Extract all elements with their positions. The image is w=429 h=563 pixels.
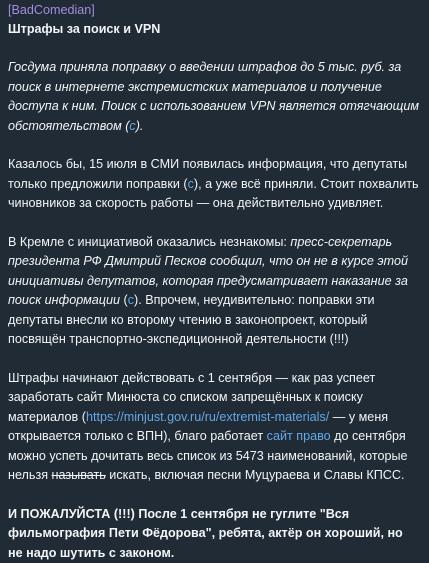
- paragraph-2: [8, 155, 419, 214]
- lead-tail: ).: [136, 119, 144, 133]
- paragraph-5: И ПОЖАЛУЙСТА (!!!) После 1 сентября не гуглите "Вся фильмография Пети Фёдорова", ребята, актёр он хороший, но не надо шутить с законом.: [8, 505, 419, 563]
- p3-text-b: (: [120, 293, 128, 307]
- source-link-2[interactable]: с: [188, 177, 194, 191]
- pravo-site-link[interactable]: сайт право: [267, 429, 331, 443]
- post-title: Штрафы за поиск и VPN: [8, 20, 419, 39]
- channel-name[interactable]: [BadComedian]: [8, 1, 419, 20]
- source-link-1[interactable]: с: [129, 119, 135, 133]
- p4-text-b: — у меня открывается только с ВПН), благо работает: [8, 410, 388, 444]
- p3-quote: пресс-секретарь президента РФ Дмитрий Песков сообщил, что он не в курсе этой инициативы депутатов, которая предусматривает наказание за поиск информации: [8, 235, 408, 308]
- source-link-3[interactable]: с: [128, 293, 134, 307]
- p4-text-d: искать, включая песни Муцураева и Славы КПСС.: [106, 468, 405, 482]
- p2-text-b: ), а уже всё приняли. Стоит похвалить чиновников за скорость работы — она действительно удивляет.: [8, 177, 419, 211]
- struck-word: называть: [52, 468, 106, 482]
- p3-text-c: ). Впрочем, неудивительно: поправки эти депутаты внесли ко второму чтению в законопроект, который посвящён транспортно-экспедиционной деятельности (!!!): [8, 293, 375, 346]
- paragraph-4: [8, 369, 419, 486]
- lead-paragraph: [8, 58, 419, 136]
- p3-text-a: В Кремле с инициативой оказались незнакомы:: [8, 235, 290, 249]
- minjust-url-link[interactable]: https://minjust.gov.ru/ru/extremist-materials/: [86, 410, 329, 424]
- p4-text-a: Штрафы начинают действовать с 1 сентября — как раз успеет заработать сайт Минюста со списком запрещённых к поиску материалов (: [8, 371, 375, 424]
- p4-text-c: до сентября можно успеть дочитать весь список из 5473 наименований, которые нельзя: [8, 429, 408, 482]
- lead-text: Госдума приняла поправку о введении штрафов до 5 тыс. руб. за поиск в интернете экстремистских материалов и получение доступа к ним. Поиск с использованием VPN является отягчающим обстоятельством (: [8, 60, 419, 133]
- paragraph-3: [8, 233, 419, 350]
- p2-text-a: Казалось бы, 15 июля в СМИ появилась информация, что депутаты только предложили поправки (: [8, 157, 407, 191]
